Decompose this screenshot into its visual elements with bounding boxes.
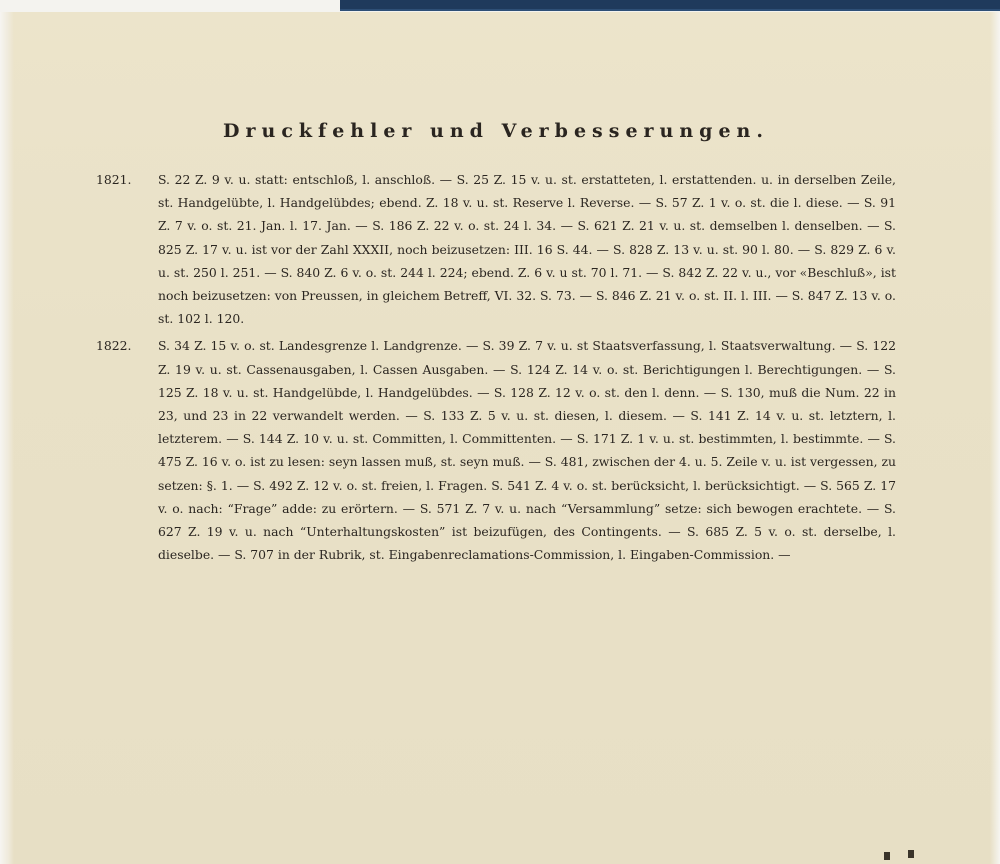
entry-text: S. 34 Z. 15 v. o. st. Landesgrenze l. Landgrenze. — S. 39 Z. 7 v. u. st Staatsverfassung, l. Staatsverwaltung. — S. 122 Z. 19 v. u. st. Cassenausgaben, l. Cassen Ausgaben. — S. 124 Z. 14 v. o. st. Berichtigungen l. Berechtigungen. — S. 125 Z. 18 v. u. st. Handgelübde, l. Handgelübdes. — S. 128 Z. 12 v. o. st. den l. denn. — S. 130, muß die Num. 22 in 23, und 23 in 22 verwandelt werden. — S. 133 Z. 5 v. u. st. diesen, l. diesem. — S. 141 Z. 14 v. u. st. letztern, l. letzterem. — S. 144 Z. 10 v. u. st. Committen, l. Committenten. — S. 171 Z. 1 v. u. st. bestimmten, l. bestimmte. — S. 475 Z. 16 v. o. ist zu lesen: seyn lassen muß, st. seyn muß. — S. 481, zwischen der 4. u. 5. Zeile v. u. ist vergessen, zu setzen: §. 1. — S. 492 Z. 12 v. o. st. freien, l. Fragen. S. 541 Z. 4 v. o. st. berücksicht, l. berücksichtigt. — S. 565 Z. 17 v. o. nach: “Frage” adde: zu erörtern. — S. 571 Z. 7 v. u. nach “Versammlung” setze: sich bewogen erachtete. — S. 627 Z. 19 v. u. nach “Unterhaltungskosten” ist beizufügen, des Contingents. — S. 685 Z. 5 v. o. st. derselbe, l. dieselbe. — S. 707 in der Rubrik, st. Eingabenreclamations-Commission, l. Eingaben-Commission. — bbox=[158, 338, 896, 563]
entry-text: S. 22 Z. 9 v. u. statt: entschloß, l. anschloß. — S. 25 Z. 15 v. u. st. erstatteten, l. erstattenden. u. in derselben Zeile, st. Handgelübte, l. Handgelübdes; ebend. Z. 18 v. u. st. Reserve l. Reverse. — S. 57 Z. 1 v. o. st. die l. diese. — S. 91 Z. 7 v. o. st. 21. Jan. l. 17. Jan. — S. 186 Z. 22 v. o. st. 24 l. 34. — S. 621 Z. 21 v. u. st. demselben l. denselben. — S. 825 Z. 17 v. u. ist vor der Zahl XXXII, noch beizusetzen: III. 16 S. 44. — S. 828 Z. 13 v. u. st. 90 l. 80. — S. 829 Z. 6 v. u. st. 250 l. 251. — S. 840 Z. 6 v. o. st. 244 l. 224; ebend. Z. 6 v. u st. 70 l. 71. — S. 842 Z. 22 v. u., vor «Beschluß», ist noch beizusetzen: von Preussen, in gleichem Betreff, VI. 32. S. 73. — S. 846 Z. 21 v. o. st. II. l. III. — S. 847 Z. 13 v. o. st. 102 l. 120. bbox=[158, 172, 896, 327]
errata-entry-1821 bbox=[96, 168, 896, 330]
blue-cover-edge bbox=[340, 0, 1000, 11]
errata-entry-1822 bbox=[96, 334, 896, 566]
left-page-edge bbox=[0, 12, 14, 864]
entry-year: 1821. bbox=[96, 172, 132, 187]
page-heading: Druckfehler und Verbesserungen. bbox=[223, 120, 769, 142]
errata-content bbox=[96, 120, 896, 570]
entry-year: 1822. bbox=[96, 338, 132, 354]
ink-speck bbox=[884, 852, 890, 860]
top-margin-strip bbox=[0, 0, 1000, 12]
ink-speck bbox=[908, 850, 914, 858]
right-page-edge bbox=[990, 12, 1000, 864]
